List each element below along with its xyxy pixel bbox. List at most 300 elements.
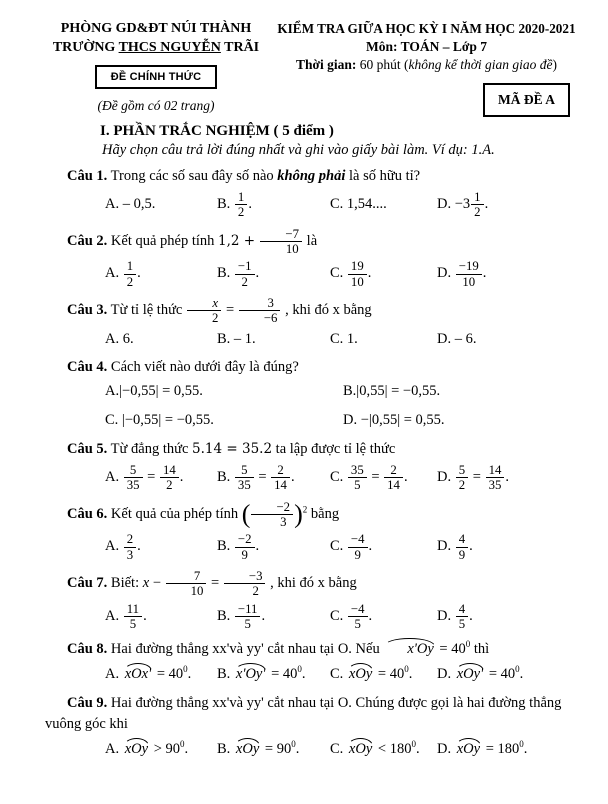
option-letter: B.: [217, 741, 231, 757]
denominator: 2: [474, 205, 481, 220]
superscript: 2: [302, 503, 308, 514]
header-left: [45, 20, 267, 114]
numerator: 4: [456, 532, 468, 547]
text-run: Hai đường thẳng xx'và yy' cắt nhau tại O. Chúng được gọi là hai đường thẳng vuông góc khi: [45, 694, 562, 732]
fraction: [238, 296, 282, 326]
fraction: [234, 602, 262, 632]
angle-name: xOy: [347, 738, 374, 757]
option-letter: D.: [437, 741, 452, 757]
text-run: Từ đẳng thức: [110, 440, 193, 457]
fraction: [455, 259, 483, 289]
text-run: .: [523, 741, 528, 757]
text-run: = 90: [261, 741, 292, 757]
angle-name: xOy: [123, 738, 150, 757]
question-options: [105, 602, 586, 632]
question: [45, 227, 586, 289]
italic-text: không kể thời gian giao đề: [408, 57, 553, 72]
fraction: [470, 190, 484, 220]
option-letter: D.: [437, 469, 452, 486]
text-run: = 40: [485, 666, 516, 683]
question-label: Câu 6.: [67, 505, 108, 522]
numerator: 14: [160, 463, 179, 478]
text-run: .: [255, 538, 260, 555]
question-text: [45, 439, 586, 460]
numerator: 1: [124, 259, 136, 274]
text-run: TRƯỜNG: [52, 39, 119, 55]
option: [217, 532, 330, 562]
angle-name: xOy: [234, 738, 261, 757]
italic-text: x: [212, 295, 219, 310]
option: [217, 190, 330, 220]
text-run: −3: [451, 196, 471, 213]
numerator: −2: [235, 532, 255, 547]
fraction: [234, 463, 255, 493]
option: [437, 532, 586, 562]
text-run: .: [187, 666, 192, 683]
option-letter: B.: [217, 265, 231, 282]
angle-name: x'Oy': [234, 663, 268, 682]
question-label: Câu 4.: [67, 359, 108, 376]
question: [45, 439, 586, 493]
numerator: −4: [348, 602, 368, 617]
fraction: [186, 296, 222, 326]
numerator: [187, 296, 221, 311]
text-run: .: [408, 666, 413, 683]
denominator: 35: [237, 478, 251, 493]
header-right: [267, 20, 586, 117]
denominator: 5: [354, 616, 361, 631]
text-run: thì: [470, 641, 490, 658]
superscript: 0: [465, 639, 471, 650]
denominator: 35: [488, 478, 502, 493]
text-run: ta lập được tỉ lệ thức: [272, 440, 396, 457]
fraction: [234, 190, 248, 220]
angle-name: xOy: [347, 663, 374, 682]
fraction: [123, 259, 137, 289]
superscript: 0: [515, 664, 520, 675]
denominator: 2: [126, 274, 134, 289]
text-run: −: [149, 575, 165, 592]
denominator: 2: [252, 584, 259, 599]
text-run: .: [301, 666, 306, 683]
text-run: = 40: [374, 666, 405, 683]
superscript: 0: [291, 739, 296, 750]
option: [437, 329, 586, 351]
question: [45, 569, 586, 631]
text-run: .: [295, 741, 300, 757]
denominator: 10: [190, 584, 204, 599]
text-run: =: [254, 469, 271, 486]
exam-time: [267, 57, 586, 73]
denominator: 10: [285, 242, 299, 256]
text-run: 1.: [343, 330, 358, 347]
question-options: [105, 259, 586, 289]
option-letter: D.: [437, 265, 452, 282]
option: [437, 463, 586, 493]
math-text: 1,2 +: [218, 232, 260, 249]
denominator: 2: [241, 274, 248, 289]
bold-italic-text: [277, 168, 345, 184]
text-run: |−0,55| = 0,55.: [119, 383, 203, 400]
option-letter: C.: [330, 469, 344, 486]
denominator: 5: [244, 616, 251, 631]
numerator: 7: [166, 569, 207, 584]
text-run: |0,55| = −0,55.: [356, 383, 441, 400]
question: [45, 638, 586, 686]
option-letter: B.: [217, 469, 231, 486]
question-text: [45, 357, 586, 378]
text-run: Biết:: [110, 575, 143, 592]
numerator: −19: [456, 259, 482, 274]
fraction: [250, 500, 294, 530]
option: [330, 463, 437, 493]
text-run: 1,54....: [343, 195, 387, 212]
bold-text: Thời gian:: [295, 57, 357, 72]
option: [105, 259, 217, 289]
fraction: [455, 602, 469, 632]
text-run: Hai đường thẳng xx'và yy' cắt nhau tại O. Nếu: [110, 641, 384, 658]
text-run: .: [255, 265, 260, 282]
exam-subject: Môn: TOÁN – Lớp 7: [366, 39, 487, 54]
denominator: 35: [126, 478, 140, 493]
denominator: 3: [126, 547, 134, 562]
option: [437, 602, 586, 632]
text-run: .: [137, 265, 141, 282]
option-letter: A.: [105, 469, 120, 486]
text-run: = 40: [435, 641, 466, 658]
option: [105, 532, 217, 562]
math-text: 5.14 = 35.2: [192, 440, 273, 457]
denominator: 5: [458, 616, 466, 631]
option-letter: D.: [343, 412, 358, 429]
text-run: .: [248, 196, 252, 213]
question-label: Câu 3.: [67, 302, 108, 319]
option: [343, 410, 586, 432]
numerator: 11: [124, 602, 142, 617]
denominator: 9: [241, 547, 248, 562]
fraction: [455, 532, 469, 562]
text-run: .: [143, 607, 147, 624]
text-run: =: [222, 302, 238, 319]
angle-name: xOy': [455, 663, 485, 682]
question-text: [45, 569, 586, 599]
text-run: .: [184, 741, 189, 757]
option-letter: A.: [105, 666, 120, 683]
italic-text: x: [142, 575, 150, 592]
option-letter: C.: [330, 607, 344, 624]
question-options: [105, 329, 586, 351]
option: [105, 329, 217, 351]
text-run: , khi đó x bằng: [281, 302, 372, 319]
option-letter: C.: [330, 538, 344, 555]
text-run: .: [290, 469, 295, 486]
question: [45, 693, 586, 761]
option-letter: D.: [437, 666, 452, 683]
option-letter: B.: [217, 666, 231, 683]
numerator: 5: [456, 463, 468, 478]
question-options: [105, 190, 586, 220]
option-letter: A.: [105, 538, 120, 555]
text-run: .: [484, 196, 489, 213]
text-run: 60 phút (: [356, 57, 409, 72]
option: [330, 532, 437, 562]
option-letter: C.: [330, 330, 344, 347]
option-letter: C.: [330, 741, 344, 757]
fraction: [347, 602, 369, 632]
option-letter: B.: [217, 607, 231, 624]
option: [105, 738, 217, 761]
option: [217, 259, 330, 289]
close-paren: ): [294, 499, 303, 528]
text-run: ): [552, 57, 558, 72]
option-letter: C.: [105, 412, 119, 429]
option-letter: C.: [330, 195, 344, 212]
option: [437, 738, 586, 761]
option-letter: A.: [105, 383, 120, 400]
text-run: .: [368, 538, 373, 555]
denominator: 9: [354, 547, 361, 562]
text-run: Kết quả phép tính: [110, 232, 219, 249]
option: [330, 738, 437, 761]
fraction: [270, 463, 291, 493]
text-run: Từ tỉ lệ thức: [110, 302, 186, 319]
questions-list: [45, 166, 586, 761]
option-letter: D.: [437, 330, 452, 347]
question: [45, 500, 586, 562]
text-run: – 0,5.: [119, 195, 156, 212]
numerator: 2: [271, 463, 290, 478]
option: [437, 190, 586, 220]
option-letter: B.: [217, 196, 231, 213]
text-run: = 40: [267, 666, 298, 683]
denominator: 14: [274, 478, 287, 493]
option: [330, 663, 437, 686]
section-title: I. PHẦN TRẮC NGHIỆM ( 5 điểm ): [100, 123, 334, 139]
question-label: Câu 7.: [67, 575, 108, 592]
option-letter: B.: [217, 538, 231, 555]
numerator: −1: [235, 259, 255, 274]
text-run: TRÃI: [220, 39, 260, 55]
question-text: [45, 227, 586, 257]
fraction: [159, 463, 180, 493]
text-run: bằng: [307, 505, 340, 522]
denominator: −6: [263, 311, 278, 326]
option: [343, 381, 586, 403]
superscript: 0: [297, 664, 302, 675]
official-exam-box: ĐỀ CHÍNH THỨC: [95, 65, 218, 89]
option-letter: A.: [105, 607, 120, 624]
text-run: – 6.: [451, 330, 477, 347]
numerator: −4: [348, 532, 368, 547]
numerator: 35: [348, 463, 367, 478]
text-run: =: [367, 469, 384, 486]
text-run: .: [469, 538, 473, 555]
text-run: −|0,55| = 0,55.: [357, 412, 445, 429]
option: [105, 194, 217, 216]
numerator: 5: [235, 463, 254, 478]
text-run: =: [207, 575, 223, 592]
angle-name: xOy: [455, 738, 482, 757]
numerator: −2: [251, 500, 293, 515]
option-letter: A.: [105, 330, 120, 347]
text-run: .: [482, 265, 487, 282]
option-letter: A.: [105, 741, 120, 757]
text-run: là: [303, 232, 318, 249]
text-run: Kết quả của phép tính: [110, 505, 242, 522]
question-options: [105, 463, 586, 493]
option: [217, 738, 330, 761]
option-letter: B.: [343, 383, 357, 400]
fraction: [347, 532, 369, 562]
fraction: [123, 463, 144, 493]
option-letter: A.: [105, 195, 120, 212]
text-run: =: [469, 469, 485, 486]
option-letter: B.: [217, 330, 231, 347]
option-letter: D.: [437, 196, 452, 213]
numerator: 4: [456, 602, 468, 617]
option-letter: D.: [437, 607, 452, 624]
option-letter: A.: [105, 265, 120, 282]
superscript: 0: [180, 739, 185, 750]
angle-name: x'Oy: [383, 638, 435, 657]
text-run: .: [505, 469, 509, 486]
exam-title: KIỂM TRA GIỮA HỌC KỲ I NĂM HỌC 2020-2021: [277, 21, 576, 36]
department-name: PHÒNG GD&ĐT NÚI THÀNH: [60, 21, 252, 36]
option: [105, 663, 217, 686]
fraction: [259, 227, 303, 257]
fraction: [234, 259, 256, 289]
text-run: .: [415, 741, 420, 757]
text-run: 6.: [119, 330, 134, 347]
text-run: .: [137, 538, 141, 555]
fraction: [123, 602, 143, 632]
question-options: [105, 663, 586, 686]
numerator: −3: [224, 569, 266, 584]
question-options: [105, 738, 586, 761]
option: [330, 194, 437, 216]
question-label: Câu 5.: [67, 440, 108, 457]
text-run: .: [367, 265, 372, 282]
text-run: .: [368, 607, 373, 624]
denominator: 10: [462, 274, 476, 289]
denominator: 10: [350, 274, 364, 289]
text-run: =: [143, 469, 159, 486]
text-run: > 90: [150, 741, 181, 757]
option: [330, 259, 437, 289]
school-name: [45, 39, 267, 58]
question-label: Câu 8.: [67, 641, 108, 658]
question: [45, 357, 586, 432]
option: [217, 329, 330, 351]
denominator: 2: [237, 205, 245, 220]
numerator: 1: [471, 190, 483, 205]
fraction: [383, 463, 404, 493]
text-run: , khi đó x bằng: [266, 575, 357, 592]
text-run: Trong các số sau đây số nào: [110, 168, 278, 184]
numerator: −7: [260, 227, 302, 242]
option-letter: C.: [330, 666, 344, 683]
numerator: −11: [235, 602, 261, 617]
question-text: [45, 693, 586, 735]
question-options: [105, 381, 586, 432]
angle-name: xOx': [123, 663, 153, 682]
text-run: .: [179, 469, 184, 486]
option: [437, 663, 586, 686]
fraction: [347, 463, 368, 493]
text-run: .: [519, 666, 524, 683]
fraction: [347, 259, 368, 289]
numerator: 3: [239, 296, 281, 311]
text-run: = 180: [482, 741, 520, 757]
option: [105, 381, 343, 403]
option: [217, 463, 330, 493]
numerator: 2: [384, 463, 403, 478]
numerator: 19: [348, 259, 367, 274]
open-paren: (: [241, 499, 251, 528]
text-run: Cách viết nào dưới đây là đúng?: [110, 359, 299, 376]
denominator: 14: [387, 478, 400, 493]
question-text: [45, 166, 586, 187]
question-label: Câu 9.: [67, 694, 108, 711]
text-run: < 180: [374, 741, 412, 757]
text-run: = 40: [153, 666, 184, 683]
text-run: |−0,55| = −0,55.: [118, 412, 214, 429]
denominator: 2: [166, 478, 173, 493]
italic-text: không phải: [277, 168, 346, 184]
option: [217, 602, 330, 632]
denominator: 9: [458, 547, 466, 562]
question-text: [45, 638, 586, 660]
pages-note: (Đề gồm có 02 trang): [97, 97, 215, 113]
question: [45, 296, 586, 350]
text-run: .: [261, 607, 266, 624]
fraction: [123, 532, 137, 562]
question-label: Câu 1.: [67, 168, 108, 184]
numerator: 14: [486, 463, 505, 478]
denominator: 5: [354, 478, 361, 493]
question-text: [45, 296, 586, 326]
fraction: [455, 463, 469, 493]
fraction: [223, 569, 267, 599]
numerator: 5: [124, 463, 143, 478]
option: [437, 259, 586, 289]
denominator: 2: [458, 478, 466, 493]
exam-header: [45, 20, 586, 117]
question-options: [105, 532, 586, 562]
question-label: Câu 2.: [67, 232, 108, 249]
option-letter: C.: [330, 265, 344, 282]
question: [45, 166, 586, 220]
text-run: .: [403, 469, 408, 486]
option: [217, 663, 330, 686]
option-letter: D.: [437, 538, 452, 555]
fraction: [165, 569, 208, 599]
numerator: 2: [124, 532, 136, 547]
section-instruction: Hãy chọn câu trả lời đúng nhất và ghi vào giấy bài làm. Ví dụ: 1.A.: [102, 142, 495, 158]
exam-code-box: MÃ ĐỀ A: [483, 83, 570, 117]
superscript: 0: [519, 739, 524, 750]
option: [105, 410, 343, 432]
option: [330, 602, 437, 632]
superscript: 0: [404, 664, 409, 675]
option: [330, 329, 437, 351]
superscript: 0: [411, 739, 416, 750]
underlined-text: THCS NGUYỄN: [118, 39, 221, 55]
fraction: [234, 532, 256, 562]
denominator: 3: [280, 514, 287, 529]
denominator: 2: [211, 311, 219, 326]
text-run: .: [469, 607, 473, 624]
